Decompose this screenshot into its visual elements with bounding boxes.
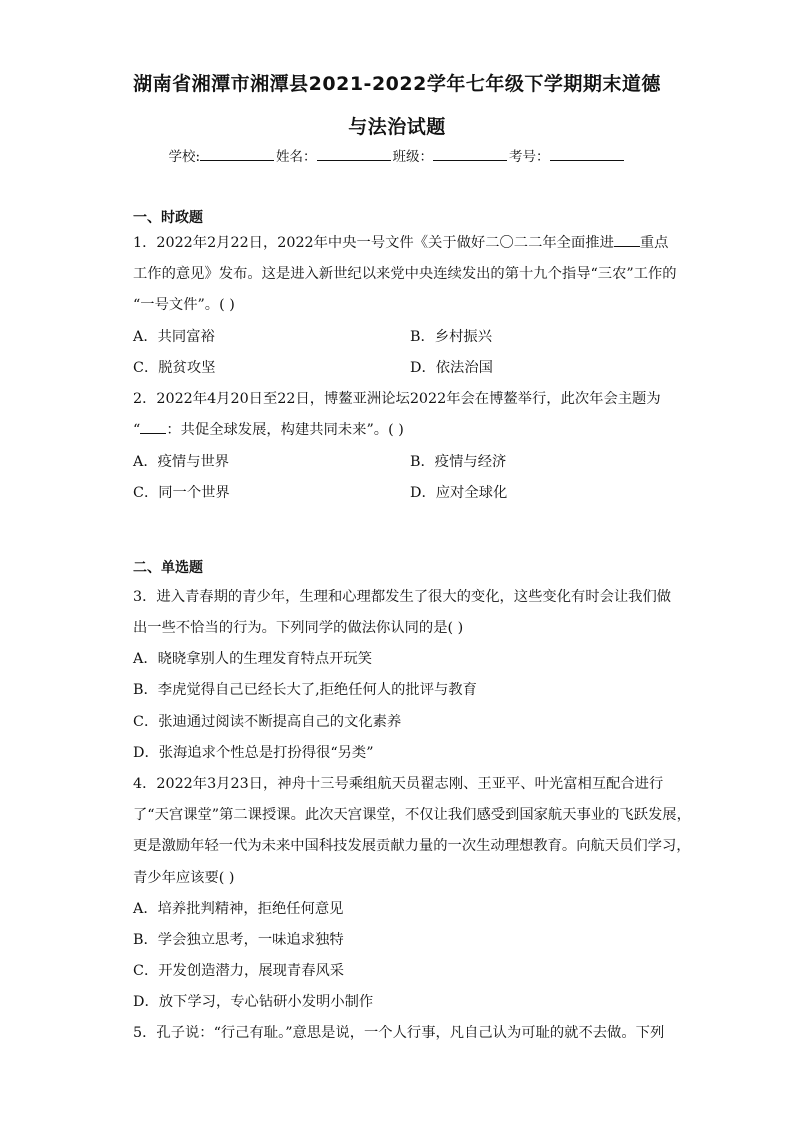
name-label: 姓名： [276,149,317,165]
question-2-line-1: 2．2022年4月20日至22日，博鳌亚洲论坛2022年会在博鳌举行，此次年会主题为 [133,391,661,407]
school-label: 学校: [168,149,201,165]
question-3-option-b: B．李虎觉得自己已经长大了,拒绝任何人的批评与教育 [133,682,477,698]
question-4-option-d: D．放下学习，专心钻研小发明小制作 [133,994,374,1010]
question-2-option-d: D．应对全球化 [410,485,508,501]
question-1-option-b: B．乡村振兴 [410,329,492,345]
name-blank [317,148,391,161]
question-2-text-a: “ [133,422,141,438]
question-1-text-a: 1．2022年2月22日，2022年中央一号文件《关于做好二〇二二年全面推进 [133,235,614,251]
question-1-option-a: A．共同富裕 [133,329,215,345]
class-blank [433,148,507,161]
question-2-text-b: ：共促全球发展，构建共同未来”。( ) [166,422,404,438]
question-1-option-d: D．依法治国 [410,360,493,376]
question-1-text-b: 重点 [639,235,669,251]
class-label: 班级： [392,149,434,165]
question-2-line-2 [133,421,404,439]
question-2-option-a: A．疫情与世界 [133,454,230,470]
question-4-option-b: B．学会独立思考，一味追求独特 [133,932,344,948]
question-1-option-c: C．脱贫攻坚 [133,360,216,376]
question-3-option-a: A．晓晓拿别人的生理发育特点开玩笑 [133,651,373,667]
question-4-line-4: 青少年应该要( ) [133,870,235,886]
question-3-option-c: C．张迪通过阅读不断提高自己的文化素养 [133,714,402,730]
student-info-row [0,145,794,165]
question-1-blank [614,234,640,247]
question-4-line-1: 4．2022年3月23日，神舟十三号乘组航天员翟志刚、王亚平、叶光富相互配合进行 [133,776,664,792]
question-5-line-1: 5．孔子说：“行己有耻。”意思是说，一个人行事，凡自己认为可耻的就不去做。下列 [133,1025,665,1041]
question-3-line-2: 出一些不恰当的行为。下列同学的做法你认同的是( ) [133,620,464,636]
exam-title-line-2: 与法治试题 [348,116,446,138]
question-3-option-d: D．张海追求个性总是打扮得很“另类” [133,745,374,761]
section-heading-current-affairs: 一、时政题 [133,210,203,226]
school-blank [200,148,274,161]
number-blank [550,148,624,161]
question-2-option-b: B．疫情与经济 [410,454,507,470]
question-4-line-2: 了“天宫课堂”第二课授课。此次天宫课堂，不仅让我们感受到国家航天事业的飞跃发展， [133,807,691,823]
question-4-option-a: A．培养批判精神，拒绝任何意见 [133,901,344,917]
question-3-line-1: 3．进入青春期的青少年，生理和心理都发生了很大的变化，这些变化有时会让我们做 [133,589,672,605]
section-heading-single-choice: 二、单选题 [133,560,203,576]
question-1-line-3: “一号文件”。( ) [133,297,235,313]
question-4-option-c: C．开发创造潜力，展现青春风采 [133,963,345,979]
number-label: 考号： [509,149,550,165]
question-2-blank [140,421,166,434]
question-1-line-1 [133,234,668,252]
exam-title-line-1: 湖南省湘潭市湘潭县2021-2022学年七年级下学期期末道德 [133,73,661,95]
question-4-line-3: 更是激励年轻一代为未来中国科技发展贡献力量的一次生动理想教育。向航天员们学习， [133,838,691,854]
question-2-option-c: C．同一个世界 [133,485,230,501]
question-1-line-2: 工作的意见》发布。这是进入新世纪以来党中央连续发出的第十九个指导“三农”工作的 [133,266,677,282]
